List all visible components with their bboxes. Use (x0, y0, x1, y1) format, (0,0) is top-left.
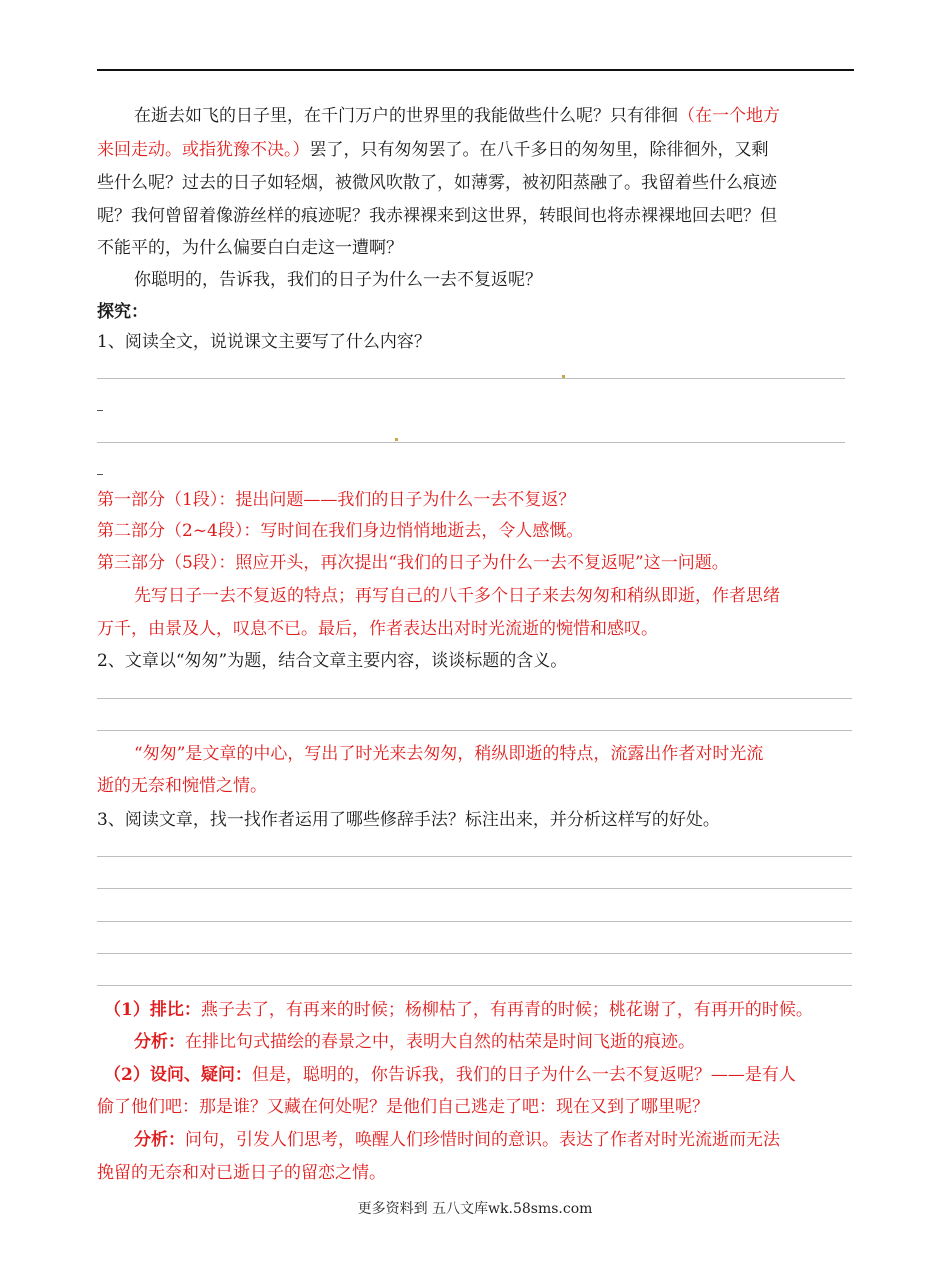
annotation-note: （在一个地方 (678, 106, 780, 126)
answer-1-summary-b: 万千，由景及人，叹息不已。最后，作者表达出对时光流逝的惋惜和感叹。 (97, 619, 658, 639)
answer-1-summary-a: 先写日子一去不复返的特点；再写自己的八千多个日子来去匆匆和稍纵即逝，作者思绪 (134, 586, 780, 606)
passage-text: 罢了，只有匆匆罢了。在八千多日的匆匆里，除徘徊外，又剩 (309, 140, 769, 160)
blank-tail (97, 474, 103, 475)
analysis-label: 分析： (134, 1032, 185, 1052)
answer-blank-line[interactable] (97, 698, 852, 699)
answer-blank-line[interactable] (97, 888, 852, 889)
passage-line-1 (97, 106, 894, 126)
answer-3-1 (104, 1000, 864, 1020)
analysis-text: 问句，引发人们思考，唤醒人们珍惜时间的意识。表达了作者对时光流逝而无法 (185, 1130, 780, 1150)
question-2: 2、文章以“匆匆”为题，结合文章主要内容，谈谈标题的含义。 (97, 651, 568, 671)
question-3: 3、阅读文章，找一找作者运用了哪些修辞手法？标注出来，并分析这样写的好处。 (97, 810, 720, 830)
answer-blank-line[interactable] (97, 856, 852, 857)
passage-line-4: 呢？我何曾留着像游丝样的痕迹呢？我赤裸裸来到这世界，转眼间也将赤裸裸地回去吧？但 (97, 206, 777, 226)
answer-1-part-1: 第一部分（1段）：提出问题——我们的日子为什么一去不复返？ (97, 490, 576, 510)
answer-blank-line[interactable] (97, 921, 852, 922)
answer-blank-line[interactable] (97, 953, 852, 954)
answer-blank-line[interactable] (97, 378, 845, 379)
analysis-text: 在排比句式描绘的春景之中，表明大自然的枯荣是时间飞逝的痕迹。 (185, 1032, 695, 1052)
passage-text: 在逝去如飞的日子里，在千门万户的世界里的我能做些什么呢？只有徘徊 (134, 106, 678, 126)
rhetoric-label: （2）设问、疑问： (104, 1065, 252, 1085)
answer-2-b: 逝的无奈和惋惜之情。 (97, 776, 267, 796)
passage-line-3: 些什么呢？过去的日子如轻烟，被微风吹散了，如薄雾，被初阳蒸融了。我留着些什么痕迹 (97, 173, 777, 193)
blank-tail (97, 410, 103, 411)
passage-line-6: 你聪明的，告诉我，我们的日子为什么一去不复返呢？ (134, 270, 542, 290)
decorative-dot (562, 375, 565, 378)
answer-1-part-3: 第三部分（5段）：照应开头，再次提出“我们的日子为什么一去不复返呢”这一问题。 (97, 553, 729, 573)
answer-3-2-analysis (97, 1130, 894, 1150)
answer-3-2-analysis-continued: 挽留的无奈和对已逝日子的留恋之情。 (97, 1163, 386, 1183)
answer-blank-line[interactable] (97, 730, 852, 731)
decorative-dot (395, 438, 398, 441)
answer-blank-line[interactable] (97, 985, 852, 986)
explore-heading: 探究： (97, 302, 148, 322)
rhetoric-example: 燕子去了，有再来的时候；杨柳枯了，有再青的时候；桃花谢了，有再开的时候。 (200, 1000, 813, 1020)
footer-link[interactable]: 更多资料到 五八文库wk.58sms.com (357, 1201, 593, 1217)
answer-3-1-analysis (97, 1032, 894, 1052)
question-1: 1、阅读全文，说说课文主要写了什么内容？ (97, 332, 431, 352)
header-rule (97, 69, 854, 71)
answer-3-2-continued: 偷了他们吧：那是谁？又藏在何处呢？是他们自己逃走了吧：现在又到了哪里呢？ (97, 1097, 709, 1117)
answer-1-part-2: 第二部分（2~4段）：写时间在我们身边悄悄地逝去，令人感慨。 (97, 521, 584, 541)
analysis-label: 分析： (134, 1130, 185, 1150)
annotation-note: 来回走动。或指犹豫不决。） (97, 140, 310, 160)
passage-line-5: 不能平的，为什么偏要白白走这一遭啊？ (97, 238, 403, 258)
rhetoric-example: 但是，聪明的，你告诉我，我们的日子为什么一去不复返呢？——是有人 (251, 1065, 796, 1085)
answer-3-2 (104, 1065, 864, 1085)
answer-2-a: “匆匆”是文章的中心，写出了时光来去匆匆，稍纵即逝的特点，流露出作者对时光流 (134, 744, 764, 764)
passage-line-2 (97, 140, 857, 160)
rhetoric-label: （1）排比： (104, 1000, 201, 1020)
answer-blank-line[interactable] (97, 442, 845, 443)
